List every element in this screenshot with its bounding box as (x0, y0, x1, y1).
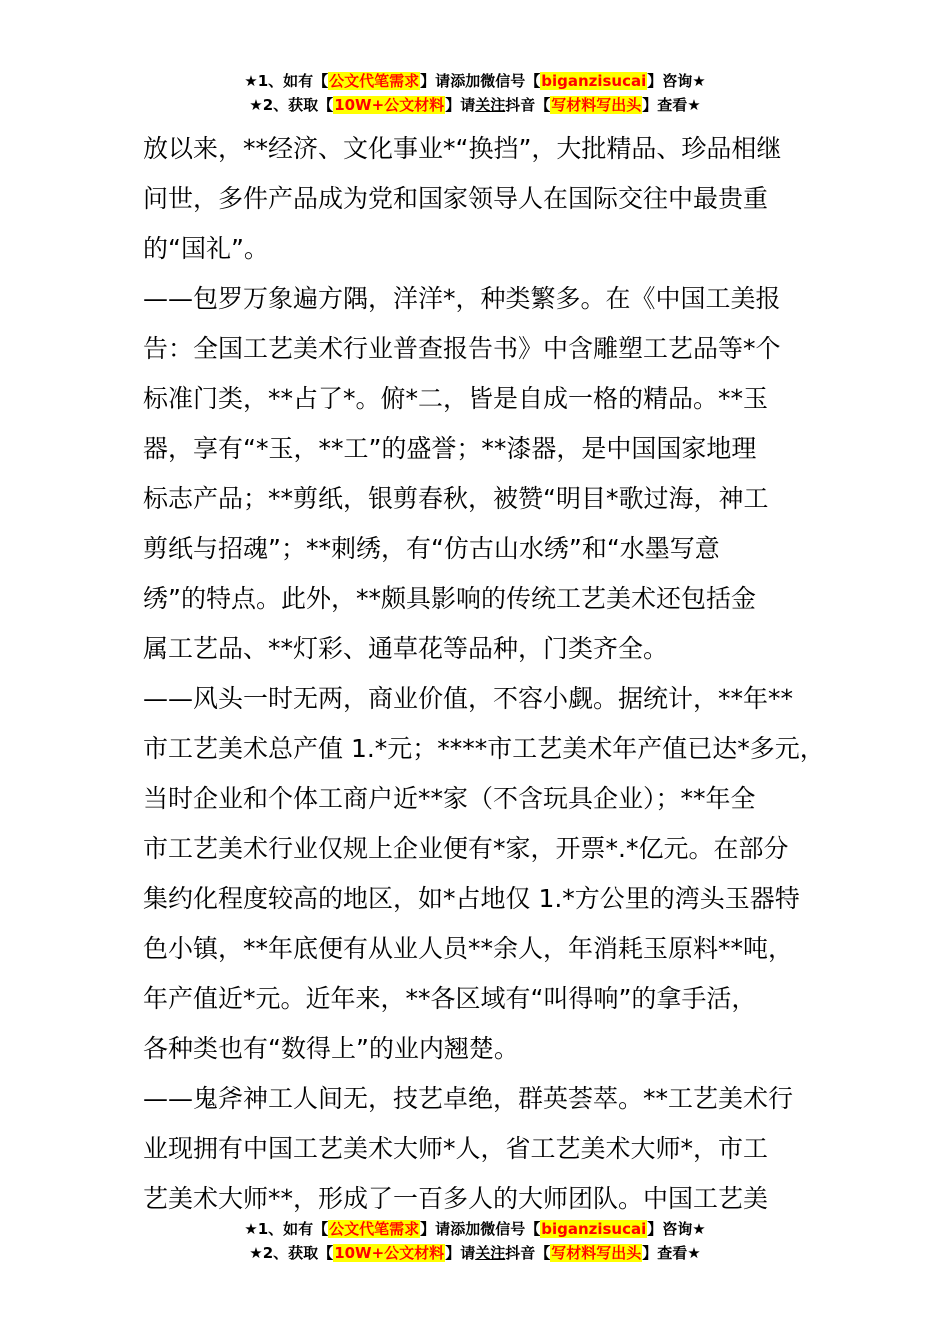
banner-text: 】查看★ (642, 1244, 701, 1262)
banner-text: ★2、获取【 (249, 96, 334, 114)
banner-line-2 (0, 1242, 950, 1266)
text-line: ——包罗万象遍方隅，洋洋*，种类繁多。在《中国工美报 (143, 284, 781, 313)
banner-text: 抖音【 (505, 96, 551, 114)
text-line: 绣”的特点。此外，**颇具影响的传统工艺美术还包括金 (143, 584, 756, 613)
text-line: 市工艺美术总产值 1.*元；****市工艺美术年产值已达*多元， (143, 734, 825, 763)
banner-text: ★2、获取【 (249, 1244, 334, 1262)
highlight-text: 写材料写出头 (551, 1244, 642, 1262)
text-line: ——风头一时无两，商业价值，不容小觑。据统计，**年** (143, 684, 794, 713)
text-line: 的“国礼”。 (143, 234, 269, 263)
highlight-text: 公文代笔需求 (329, 1220, 420, 1238)
text-line: 放以来，**经济、文化事业*“换挡”，大批精品、珍品相继 (143, 134, 782, 163)
banner-text: 】咨询★ (647, 1220, 706, 1238)
banner-text: 】查看★ (642, 96, 701, 114)
header-banner (0, 70, 950, 118)
text-line: 器，享有“*玉，**工”的盛誉；**漆器，是中国国家地理 (143, 434, 757, 463)
banner-text: 】咨询★ (647, 72, 706, 90)
text-line: 艺美术大师**，形成了一百多人的大师团队。中国工艺美 (143, 1184, 769, 1213)
text-line: 年产值近*元。近年来，**各区域有“叫得响”的拿手活， (143, 984, 757, 1013)
banner-text: 】请 (420, 1220, 451, 1238)
text-line: 色小镇，**年底便有从业人员**余人，年消耗玉原料**吨， (143, 934, 794, 963)
banner-text: ★1、如有【 (244, 72, 329, 90)
text-line: 各种类也有“数得上”的业内翘楚。 (143, 1034, 519, 1063)
highlight-text: biganzisucai (541, 72, 647, 90)
banner-line-2 (0, 94, 950, 118)
highlight-text: 10W+公文材料 (334, 1244, 445, 1262)
banner-text: 】请 (445, 96, 476, 114)
banner-text: 微信号【 (480, 72, 541, 90)
text-line: 集约化程度较高的地区，如*占地仅 1.*方公里的湾头玉器特 (143, 884, 800, 913)
banner-line-1 (0, 1218, 950, 1242)
highlight-text: biganzisucai (541, 1220, 647, 1238)
highlight-text: 公文代笔需求 (329, 72, 420, 90)
text-line: 标志产品；**剪纸，银剪春秋，被赞“明目*歌过海，神工 (143, 484, 769, 513)
banner-text: 】请 (420, 72, 451, 90)
text-line: 属工艺品、**灯彩、通草花等品种，门类齐全。 (143, 634, 669, 663)
banner-text: 关注 (475, 96, 506, 114)
banner-text: 关注 (475, 1244, 506, 1262)
banner-text: 微信号【 (480, 1220, 541, 1238)
text-line: 剪纸与招魂”；**刺绣，有“仿古山水绣”和“水墨写意 (143, 534, 720, 563)
text-line: 标准门类，**占了*。俯*二，皆是自成一格的精品。**玉 (143, 384, 769, 413)
banner-text: 添加 (450, 1220, 481, 1238)
text-line: 当时企业和个体工商户近**家（不含玩具企业）；**年全 (143, 784, 756, 813)
text-line: 业现拥有中国工艺美术大师*人，省工艺美术大师*，市工 (143, 1134, 769, 1163)
banner-line-1 (0, 70, 950, 94)
banner-text: ★1、如有【 (244, 1220, 329, 1238)
text-line: ——鬼斧神工人间无，技艺卓绝，群英荟萃。**工艺美术行 (143, 1084, 794, 1113)
highlight-text: 写材料写出头 (551, 96, 642, 114)
text-line: 告：全国工艺美术行业普查报告书》中含雕塑工艺品等*个 (143, 334, 781, 363)
banner-text: 】请 (445, 1244, 476, 1262)
text-line: 市工艺美术行业仅规上企业便有*家，开票*.*亿元。在部分 (143, 834, 789, 863)
banner-text: 抖音【 (505, 1244, 551, 1262)
highlight-text: 10W+公文材料 (334, 96, 445, 114)
document-body (143, 124, 843, 1224)
banner-text: 添加 (450, 72, 481, 90)
text-line: 问世，多件产品成为党和国家领导人在国际交往中最贵重 (143, 184, 769, 213)
footer-banner (0, 1218, 950, 1266)
